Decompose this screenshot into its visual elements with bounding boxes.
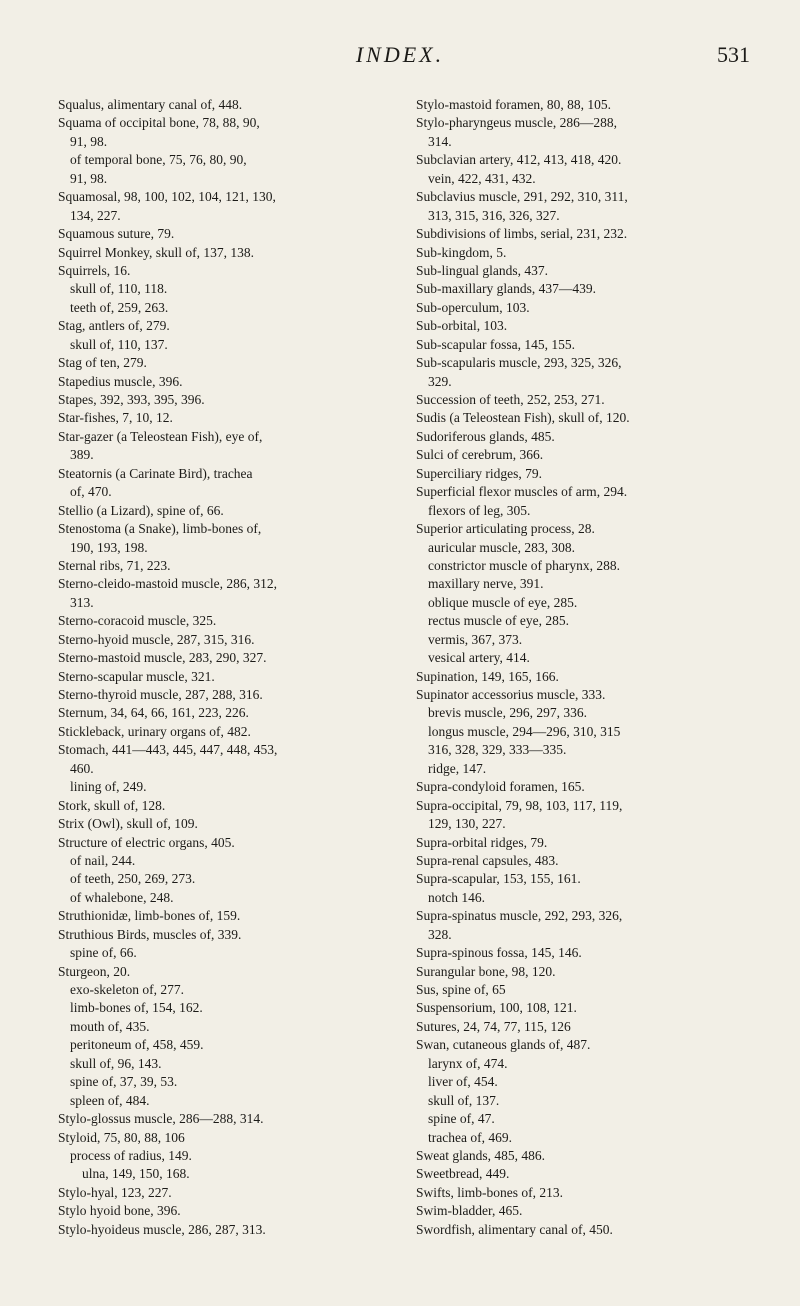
- index-entry-line: Stapedius muscle, 396.: [58, 373, 183, 389]
- index-column-right: [416, 96, 776, 1239]
- index-entry-line: Subdivisions of limbs, serial, 231, 232.: [416, 226, 628, 242]
- index-entry-line: Stomach, 441—443, 445, 447, 448, 453,: [58, 742, 278, 758]
- index-entry-line: skull of, 137.: [428, 1092, 500, 1108]
- index-entry-line: trachea of, 469.: [428, 1129, 512, 1145]
- index-entry-line: Sterno-scapular muscle, 321.: [58, 668, 215, 684]
- index-entry-line: Squalus, alimentary canal of, 448.: [58, 97, 243, 112]
- index-entry-line: Squama of occipital bone, 78, 88, 90,: [58, 115, 260, 131]
- index-entry-line: Surangular bone, 98, 120.: [416, 963, 556, 979]
- index-entry-line: Sub-scapularis muscle, 293, 325, 326,: [416, 355, 622, 371]
- index-entry-line: Supinator accessorius muscle, 333.: [416, 687, 606, 702]
- index-entry-line: Styloid, 75, 80, 88, 106: [58, 1129, 185, 1145]
- index-entry-line: lining of, 249.: [70, 779, 147, 795]
- index-entry-line: Supination, 149, 165, 166.: [416, 668, 559, 684]
- index-entry-line: Structure of electric organs, 405.: [58, 834, 235, 850]
- index-entry-line: Sternal ribs, 71, 223.: [58, 557, 171, 573]
- index-entry-line: Supra-orbital ridges, 79.: [416, 834, 548, 850]
- index-entry-line: Superior articulating process, 28.: [416, 521, 595, 537]
- index-entry-line: 129, 130, 227.: [428, 816, 506, 832]
- index-entry-line: 328.: [428, 926, 452, 942]
- index-entry-line: brevis muscle, 296, 297, 336.: [428, 705, 587, 721]
- index-entry-line: spine of, 66.: [70, 945, 137, 961]
- index-entry-line: of, 470.: [70, 484, 112, 500]
- index-entry-line: Stylo-glossus muscle, 286—288, 314.: [58, 1111, 264, 1127]
- index-entry-line: skull of, 110, 118.: [70, 281, 168, 297]
- index-entry-line: larynx of, 474.: [428, 1055, 508, 1071]
- index-entry-line: 313, 315, 316, 326, 327.: [428, 207, 560, 223]
- index-entry-line: 389.: [70, 447, 94, 463]
- index-entry-line: Swifts, limb-bones of, 213.: [416, 1184, 563, 1200]
- index-entry-line: Stag, antlers of, 279.: [58, 318, 170, 334]
- index-entry-line: Sus, spine of, 65: [416, 982, 506, 997]
- index-entry-line: Sturgeon, 20.: [58, 963, 131, 979]
- index-entry-line: peritoneum of, 458, 459.: [70, 1037, 204, 1053]
- index-entry-line: Sterno-thyroid muscle, 287, 288, 316.: [58, 687, 263, 702]
- index-entry-line: Stylo hyoid bone, 396.: [58, 1203, 181, 1219]
- index-entry-line: skull of, 96, 143.: [70, 1055, 162, 1071]
- index-entry-line: Stickleback, urinary organs of, 482.: [58, 723, 251, 739]
- index-entry-line: Sterno-hyoid muscle, 287, 315, 316.: [58, 631, 255, 647]
- index-entry-line: 190, 193, 198.: [70, 539, 148, 555]
- index-entry-line: Suspensorium, 100, 108, 121.: [416, 1000, 577, 1016]
- index-entry-line: ridge, 147.: [428, 760, 487, 776]
- index-entry-line: maxillary nerve, 391.: [428, 576, 544, 592]
- index-entry-line: rectus muscle of eye, 285.: [428, 613, 569, 629]
- index-entry-line: Sub-operculum, 103.: [416, 299, 530, 315]
- index-entry-line: 460.: [70, 760, 94, 776]
- index-entry-line: Supra-renal capsules, 483.: [416, 852, 559, 868]
- index-entry-line: oblique muscle of eye, 285.: [428, 594, 578, 610]
- index-entry-line: Superficial flexor muscles of arm, 294.: [416, 484, 628, 500]
- index-entry-line: Sweetbread, 449.: [416, 1166, 510, 1182]
- index-entry-line: Squamosal, 98, 100, 102, 104, 121, 130,: [58, 189, 276, 205]
- index-entry-line: Stag of ten, 279.: [58, 355, 147, 371]
- index-entry-line: 134, 227.: [70, 207, 121, 223]
- index-entry-line: 314.: [428, 133, 452, 149]
- index-entry-line: Stylo-hyoideus muscle, 286, 287, 313.: [58, 1221, 266, 1237]
- index-entry-line: Sterno-cleido-mastoid muscle, 286, 312,: [58, 576, 277, 592]
- index-entry-line: Sweat glands, 485, 486.: [416, 1147, 545, 1163]
- page-number: 531: [717, 42, 750, 67]
- index-entry-line: Subclavius muscle, 291, 292, 310, 311,: [416, 189, 628, 205]
- index-entry-line: Succession of teeth, 252, 253, 271.: [416, 392, 605, 407]
- index-entry-line: Stellio (a Lizard), spine of, 66.: [58, 502, 224, 518]
- index-entry-line: spleen of, 484.: [70, 1092, 150, 1108]
- index-entry-line: Sulci of cerebrum, 366.: [416, 447, 544, 463]
- index-entry-line: Sutures, 24, 74, 77, 115, 126: [416, 1018, 571, 1034]
- index-entry-line: of teeth, 250, 269, 273.: [70, 871, 196, 887]
- index-entry-line: Stylo-pharyngeus muscle, 286—288,: [416, 115, 617, 131]
- index-entry-line: process of radius, 149.: [70, 1147, 192, 1163]
- index-entry-line: notch 146.: [428, 889, 485, 905]
- index-entry-line: Squamous suture, 79.: [58, 226, 175, 242]
- index-column-left: [58, 96, 428, 1239]
- index-entry-line: Struthious Birds, muscles of, 339.: [58, 926, 242, 942]
- index-entry-line: mouth of, 435.: [70, 1018, 150, 1034]
- index-entry-line: Stapes, 392, 393, 395, 396.: [58, 392, 205, 407]
- index-entry-line: vermis, 367, 373.: [428, 631, 523, 647]
- index-entry-line: Sterno-mastoid muscle, 283, 290, 327.: [58, 650, 267, 666]
- index-entry-line: Swordfish, alimentary canal of, 450.: [416, 1221, 613, 1237]
- index-entry-line: Swim-bladder, 465.: [416, 1203, 523, 1219]
- index-entry-line: 316, 328, 329, 333—335.: [428, 742, 567, 758]
- index-entry-line: Stork, skull of, 128.: [58, 797, 166, 813]
- index-entry-line: of nail, 244.: [70, 852, 136, 868]
- index-entry-line: Star-gazer (a Teleostean Fish), eye of,: [58, 428, 263, 444]
- index-entry-line: Sternum, 34, 64, 66, 161, 223, 226.: [58, 705, 249, 721]
- index-entry-line: longus muscle, 294—296, 310, 315: [428, 723, 621, 739]
- index-entry-line: Squirrels, 16.: [58, 262, 131, 278]
- index-entry-line: Stenostoma (a Snake), limb-bones of,: [58, 521, 262, 537]
- index-entry-line: 313.: [70, 594, 94, 610]
- index-entry-line: Strix (Owl), skull of, 109.: [58, 816, 198, 832]
- index-entry-line: 329.: [428, 373, 452, 389]
- index-entry-line: auricular muscle, 283, 308.: [428, 539, 575, 555]
- index-entry-line: Supra-spinatus muscle, 292, 293, 326,: [416, 908, 623, 924]
- index-entry-line: Sub-orbital, 103.: [416, 318, 508, 334]
- index-entry-line: 91, 98.: [70, 133, 108, 149]
- index-entry-line: Subclavian artery, 412, 413, 418, 420.: [416, 152, 622, 168]
- running-header-title: INDEX.: [355, 42, 445, 67]
- index-entry-line: vesical artery, 414.: [428, 650, 530, 666]
- index-entry-line: flexors of leg, 305.: [428, 502, 531, 518]
- index-entry-line: exo-skeleton of, 277.: [70, 982, 184, 997]
- index-entry-line: of temporal bone, 75, 76, 80, 90,: [70, 152, 247, 168]
- index-entry-line: limb-bones of, 154, 162.: [70, 1000, 203, 1016]
- index-entry-line: Swan, cutaneous glands of, 487.: [416, 1037, 591, 1053]
- index-entry-line: spine of, 47.: [428, 1111, 495, 1127]
- index-entry-line: Supra-occipital, 79, 98, 103, 117, 119,: [416, 797, 623, 813]
- index-entry-line: Squirrel Monkey, skull of, 137, 138.: [58, 244, 254, 260]
- index-entry-line: Sub-scapular fossa, 145, 155.: [416, 336, 575, 352]
- index-entry-line: Star-fishes, 7, 10, 12.: [58, 410, 173, 426]
- index-entry-line: Sub-kingdom, 5.: [416, 244, 507, 260]
- index-entry-line: Sub-maxillary glands, 437—439.: [416, 281, 596, 297]
- index-entry-line: Supra-condyloid foramen, 165.: [416, 779, 585, 795]
- index-entry-line: spine of, 37, 39, 53.: [70, 1074, 178, 1090]
- index-entry-line: Sub-lingual glands, 437.: [416, 262, 548, 278]
- index-entry-line: Supra-spinous fossa, 145, 146.: [416, 945, 582, 961]
- index-entry-line: Steatornis (a Carinate Bird), trachea: [58, 465, 253, 481]
- index-entry-line: Sudoriferous glands, 485.: [416, 428, 555, 444]
- index-entry-line: Struthionidæ, limb-bones of, 159.: [58, 908, 241, 924]
- index-entry-line: teeth of, 259, 263.: [70, 299, 169, 315]
- index-entry-line: 91, 98.: [70, 170, 108, 186]
- index-entry-line: Sterno-coracoid muscle, 325.: [58, 613, 217, 629]
- index-entry-line: Sudis (a Teleostean Fish), skull of, 120.: [416, 410, 630, 426]
- index-entry-line: vein, 422, 431, 432.: [428, 170, 536, 186]
- index-entry-line: skull of, 110, 137.: [70, 336, 168, 352]
- index-entry-line: Supra-scapular, 153, 155, 161.: [416, 871, 581, 887]
- index-entry-line: Stylo-hyal, 123, 227.: [58, 1184, 172, 1200]
- index-entry-line: of whalebone, 248.: [70, 889, 174, 905]
- index-entry-line: Stylo-mastoid foramen, 80, 88, 105.: [416, 97, 611, 112]
- index-entry-line: liver of, 454.: [428, 1074, 498, 1090]
- index-entry-line: constrictor muscle of pharynx, 288.: [428, 557, 620, 573]
- index-entry-line: ulna, 149, 150, 168.: [82, 1166, 190, 1182]
- index-entry-line: Superciliary ridges, 79.: [416, 465, 542, 481]
